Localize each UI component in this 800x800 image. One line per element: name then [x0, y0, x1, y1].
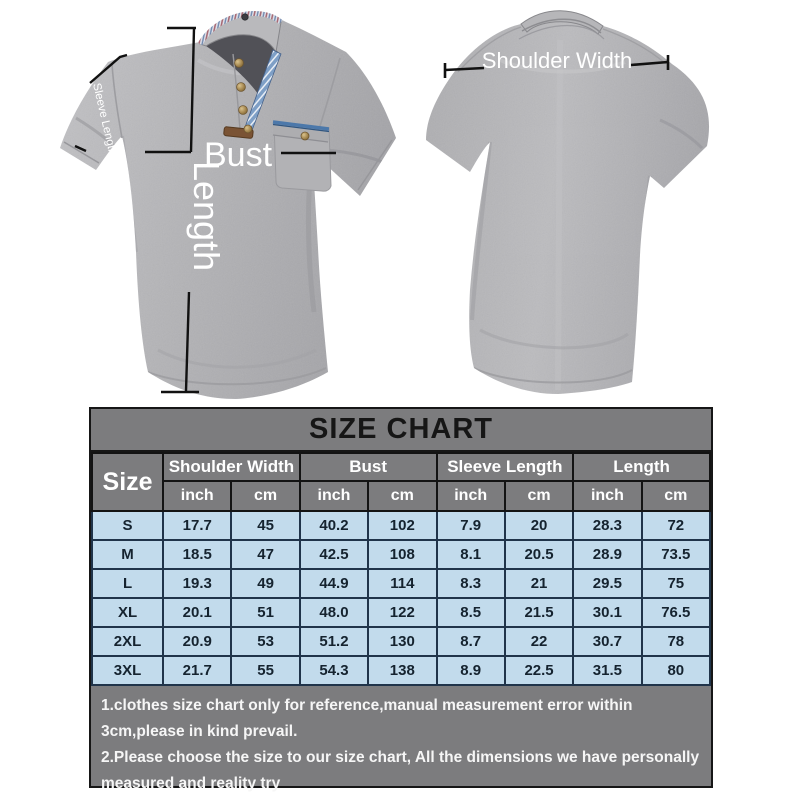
value-cell: 102 [368, 511, 436, 540]
size-row-m [92, 540, 710, 569]
value-cell: 18.5 [163, 540, 231, 569]
value-cell: 8.5 [437, 598, 505, 627]
placket-button-1 [235, 59, 244, 68]
value-cell: 20.9 [163, 627, 231, 656]
size-label: L [92, 569, 163, 598]
value-cell: 22.5 [505, 656, 573, 685]
value-cell: 114 [368, 569, 436, 598]
value-cell: 21.7 [163, 656, 231, 685]
size-label: XL [92, 598, 163, 627]
placket-button-2 [237, 83, 246, 92]
group-header-row [92, 453, 710, 481]
size-table [91, 452, 711, 686]
size-row-3xl [92, 656, 710, 685]
size-column-header: Size [92, 453, 163, 511]
unit-header-inch: inch [300, 481, 368, 511]
pocket-button [301, 132, 309, 140]
unit-header-cm: cm [505, 481, 573, 511]
value-cell: 21 [505, 569, 573, 598]
value-cell: 42.5 [300, 540, 368, 569]
bust-label: Bust [204, 136, 273, 174]
size-row-xl [92, 598, 710, 627]
value-cell: 20.1 [163, 598, 231, 627]
unit-header-cm: cm [231, 481, 299, 511]
value-cell: 78 [642, 627, 710, 656]
value-cell: 45 [231, 511, 299, 540]
unit-header-inch: inch [163, 481, 231, 511]
group-header-length: Length [573, 453, 710, 481]
size-row-2xl [92, 627, 710, 656]
size-row-s [92, 511, 710, 540]
note-line-2: 2.Please choose the size to our size chart, All the dimensions we have personally measured and reality try [101, 749, 700, 793]
shirt-back-photo [410, 0, 730, 406]
value-cell: 108 [368, 540, 436, 569]
value-cell: 19.3 [163, 569, 231, 598]
value-cell: 73.5 [642, 540, 710, 569]
value-cell: 28.9 [573, 540, 641, 569]
value-cell: 76.5 [642, 598, 710, 627]
value-cell: 20.5 [505, 540, 573, 569]
size-chart-title: SIZE CHART [91, 409, 711, 452]
value-cell: 48.0 [300, 598, 368, 627]
chart-notes [91, 686, 711, 797]
value-cell: 29.5 [573, 569, 641, 598]
value-cell: 31.5 [573, 656, 641, 685]
size-chart-panel [89, 407, 713, 793]
value-cell: 8.1 [437, 540, 505, 569]
collar-back-button [242, 14, 248, 20]
unit-header-row [92, 481, 710, 511]
value-cell: 8.3 [437, 569, 505, 598]
unit-header-inch: inch [573, 481, 641, 511]
unit-header-inch: inch [437, 481, 505, 511]
size-label: 3XL [92, 656, 163, 685]
value-cell: 8.9 [437, 656, 505, 685]
value-cell: 49 [231, 569, 299, 598]
shirt-front-photo [48, 0, 408, 406]
group-header-bust: Bust [300, 453, 437, 481]
shoulder-width-label: Shoulder Width [481, 48, 633, 73]
note-line-1: 1.clothes size chart only for reference,manual measurement error within 3cm,please in kind prevail. [101, 697, 633, 741]
unit-header-cm: cm [368, 481, 436, 511]
value-cell: 80 [642, 656, 710, 685]
value-cell: 44.9 [300, 569, 368, 598]
value-cell: 40.2 [300, 511, 368, 540]
value-cell: 22 [505, 627, 573, 656]
value-cell: 72 [642, 511, 710, 540]
size-row-l [92, 569, 710, 598]
length-label: Length [186, 160, 227, 272]
value-cell: 55 [231, 656, 299, 685]
value-cell: 75 [642, 569, 710, 598]
value-cell: 47 [231, 540, 299, 569]
group-header-shoulder-width: Shoulder Width [163, 453, 300, 481]
value-cell: 53 [231, 627, 299, 656]
value-cell: 30.7 [573, 627, 641, 656]
value-cell: 28.3 [573, 511, 641, 540]
size-label: 2XL [92, 627, 163, 656]
value-cell: 21.5 [505, 598, 573, 627]
value-cell: 122 [368, 598, 436, 627]
placket-button-4 [244, 125, 252, 133]
value-cell: 8.7 [437, 627, 505, 656]
value-cell: 130 [368, 627, 436, 656]
value-cell: 17.7 [163, 511, 231, 540]
unit-header-cm: cm [642, 481, 710, 511]
value-cell: 7.9 [437, 511, 505, 540]
value-cell: 51 [231, 598, 299, 627]
size-label: S [92, 511, 163, 540]
value-cell: 30.1 [573, 598, 641, 627]
value-cell: 54.3 [300, 656, 368, 685]
sleeve-length-label: Sleeve Length [90, 81, 119, 157]
value-cell: 20 [505, 511, 573, 540]
placket-button-3 [239, 106, 248, 115]
size-label: M [92, 540, 163, 569]
value-cell: 51.2 [300, 627, 368, 656]
group-header-sleeve-length: Sleeve Length [437, 453, 574, 481]
value-cell: 138 [368, 656, 436, 685]
